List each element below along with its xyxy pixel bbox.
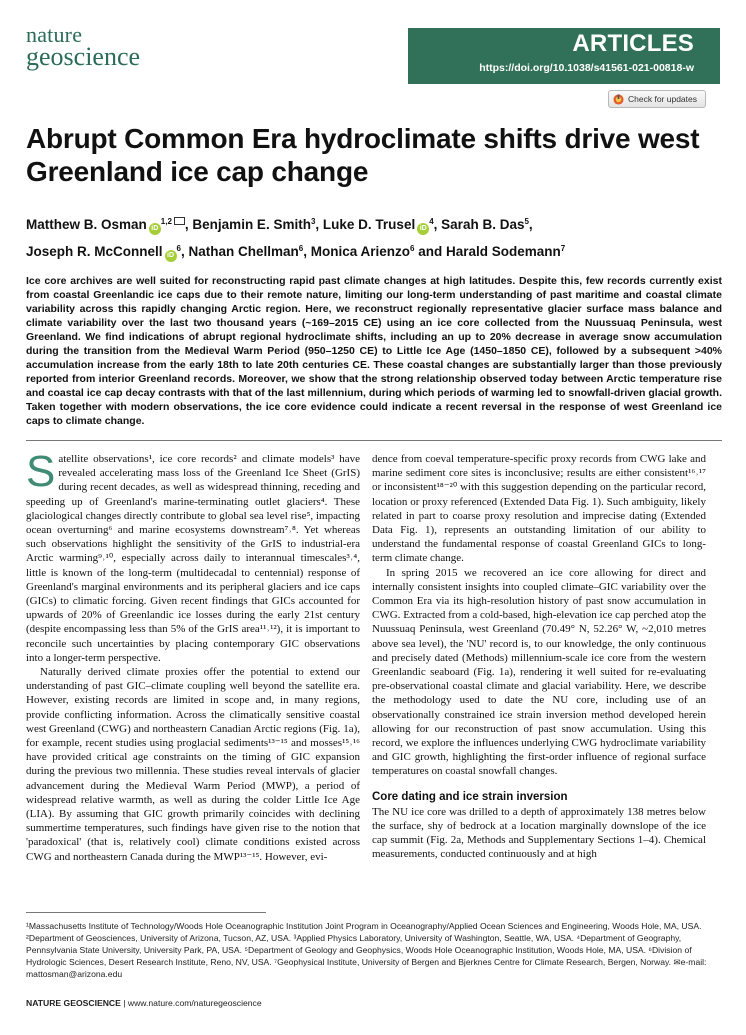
author-affiliation: 6 — [410, 244, 415, 253]
mail-icon[interactable] — [174, 217, 185, 225]
section-heading: Core dating and ice strain inversion — [372, 790, 568, 803]
author-affiliation: 6 — [298, 244, 304, 253]
body-paragraph: Naturally derived climate proxies offer the potential to extend our understanding of past GIC–climate coupling well beyond the satellite era. However, existing records are limited in scope and, in many regions, provide conflicting information. Across the climatically sensitive coastal west Greenland (CWG) and northeastern Canadian Arctic regions (Fig. 1a), for example, recent studies using proglacial sediments¹³⁻¹⁵ and mosses¹⁵˒¹⁶ have provided critical age constraints on the timing of GIC expansion during the previous two millennia. These studies reveal intervals of glacier advancement during the Medieval Warm Period (MWP), a period of widespread relative warmth, as well as during the colder Little Ice Age (LIA). By assuming that GIC growth primarily coincides with declining summertime temperatures, such findings have given rise to the notion that 'paradoxical' (that is, relatively cool) climate conditions existed across CWG and northeastern Canada during the MWP¹³⁻¹⁵. However, evi- — [26, 666, 360, 863]
check-for-updates-label: Check for updates — [628, 94, 697, 104]
author-affiliation: 1,2 — [160, 217, 172, 226]
body-paragraph: In spring 2015 we recovered an ice core allowing for direct and internally consistent insights into coupled climate–GIC variability over the Common Era via its high-resolution history of past snow accumulation in CWG. Extracted from a cold-based, high-elevation ice cap perched atop the Nuussuaq Peninsula, west Greenland (70.49° N, 52.26° W, ~2,010 metres above sea level), the 'NU' record is, to our knowledge, the only continuous and precisely dated (Methods) millennium-scale ice core from the western Greenlandic seaboard (Fig. 1a), rendering it well suited for re-evaluating pre-observational coastal climate and glacial variability. Here, we describe the methodology used to date the NU core, including use of an observationally constrained ice strain inversion method developed herein allowing for our reconstruction of past snow accumulation. Using this record, we explore the influences underlying CWG hydroclimate variability and GIC growth, highlighting the first-order influence of regional surface temperatures on coastal snowfall changes. — [372, 566, 706, 778]
author-affiliation: 5 — [524, 217, 529, 226]
author-name: Nathan Chellman — [188, 244, 299, 259]
orcid-icon[interactable]: iD — [149, 223, 161, 235]
author-list: Matthew B. Osman iD$^{1,2}$ , Benjamin E. Smith$^3$, Luke D. Trusel $iD^4$, Sarah B. Das$^5$, Joseph R. McConnell $iD^6$, Nathan Chellman$^6$, Monica Arienzo$^6$ and Harald Sodemann$^7$ — [26, 210, 716, 264]
abstract-divider — [26, 440, 722, 441]
check-for-updates-button[interactable] — [608, 90, 706, 108]
journal-logo — [26, 24, 140, 70]
author-name: Benjamin E. Smith — [192, 217, 311, 232]
author-affiliation: 4 — [429, 217, 434, 226]
article-type-banner — [408, 28, 720, 84]
orcid-icon[interactable]: iD — [417, 223, 429, 235]
author-name: Matthew B. Osman — [26, 217, 147, 232]
body-column-left — [26, 447, 360, 864]
author-name: Harald Sodemann — [445, 244, 561, 259]
journal-name-line2: geoscience — [26, 42, 141, 71]
doi-link[interactable]: https://doi.org/10.1038/s41561-021-00818-w — [479, 62, 694, 74]
body-column-right — [372, 452, 706, 862]
page-footer — [26, 998, 262, 1008]
abstract — [26, 274, 722, 428]
body-paragraph: dence from coeval temperature-specific proxy records from CWG lake and marine sediment core sites is inconclusive; results are either consistent¹⁶˒¹⁷ or inconsistent¹⁸⁻²⁰ with this suggestion depending on the particular record, location or proxy referenced (Extended Data Fig. 1). Such ambiguity, likely related in part to coarse proxy resolution and imprecise dating (Extended Data Fig. 1), represents an outstanding limitation of our ability to understand the fundamental response of coastal Greenland GICs to long-term climate change. — [372, 453, 706, 565]
author-affiliation: 6 — [176, 244, 181, 253]
footnote-divider — [26, 912, 266, 913]
orcid-icon[interactable]: iD — [165, 250, 177, 262]
author-name: Monica Arienzo — [310, 244, 411, 259]
affiliations-footnote: ¹Massachusetts Institute of Technology/Woods Hole Oceanographic Institution Joint Program in Oceanography/Applied Ocean Sciences and Engineering, Woods Hole, MA, USA. ²Department of Geosciences, University of Arizona, Tucson, AZ, USA. ³Applied Physics Laboratory, University of Washington, Seattle, WA, USA. ⁴Department of Geography, Pennsylvania State University, University Park, PA, USA. ⁵Department of Geology and Geophysics, Woods Hole Oceanographic Institution, Woods Hole, MA, USA. ⁶Division of Hydrologic Sciences, Desert Research Institute, Reno, NV, USA. ⁷Geophysical Institute, University of Bergen and Bjerknes Centre for Climate Research, Bergen, Norway. ✉e-mail: mattosman@arizona.edu — [26, 921, 707, 979]
footer-url[interactable]: | www.nature.com/naturegeoscience — [120, 998, 262, 1008]
author-name: Sarah B. Das — [441, 217, 525, 232]
author-name: Joseph R. McConnell — [26, 244, 163, 259]
abstract-text: Ice core archives are well suited for reconstructing rapid past climate changes at high latitudes. Despite this, few records currently exist from coastal Greenlandic ice caps due to their remote nature, limiting our long-term understanding of past maritime and coastal climate variability across this rapidly changing Arctic region. Here, we reconstruct regionally representative glacier surface mass balance and climate variability over the last two thousand years (~169–2015 CE) using an ice core collected from the Nuussuaq Peninsula, west Greenland. We find indications of abrupt regional hydroclimate shifts, including an up to 20% decrease in average snow accumulation during the transition from the Medieval Warm Period (950–1250 CE) to Little Ice Age (1450–1850 CE), followed by a subsequent >40% accumulation increase from the early 18th to late 20th centuries CE. These coastal changes are substantially larger than those previously reported from interior Greenland records. Moreover, we show that the strong relationship observed today between Arctic temperature rise and coastal ice cap decay contrasts with that of the last millennium, during which periods of warming led to snowfall-driven glacial growth. Taken together with modern observations, the ice core evidence could indicate a recent reversal in the response of west Greenland ice caps to climate change. — [26, 275, 722, 427]
article-type-label: ARTICLES — [572, 30, 694, 57]
article-title: Abrupt Common Era hydroclimate shifts drive west Greenland ice cap change — [26, 123, 700, 187]
footer-journal: NATURE GEOSCIENCE — [26, 998, 121, 1008]
author-affiliation: 7 — [560, 244, 566, 253]
body-paragraph: The NU ice core was drilled to a depth of approximately 138 metres below the surface, shy of bedrock at a location marginally downslope of the ice cap summit (Fig. 2a, Methods and Supplementary Sections 1–4). Chemical measurements, conducted continuously and at high — [372, 805, 706, 861]
journal-name-line1: nature — [26, 22, 83, 47]
paragraph-text: atellite observations¹, ice core records² and climate models³ have revealed accelerating mass loss of the Greenland Ice Sheet (GrIS) during recent decades, as well as widespread thinning, receding and speeding up of Greenland's marine-terminating outlet glaciers⁴. These glaciological changes directly contribute to global sea level rise⁵, impacting ocean overturning⁶ and marine ecosystems downstream⁷˒⁸. Yet whereas such observations highlight the sensitivity of the GrIS to industrial-era Arctic warming⁹˒¹⁰, especially across daily to interannual timescales³˒⁴, little is known of the long-term (multidecadal to centennial) response of Greenland's marginal environments and its peripheral glaciers and ice caps (GICs) to climatic forcing. Given recent findings that GICs accounted for upwards of 20% of Greenlandic ice losses during the early 21st century (despite encompassing less than 5% of the GrIS area¹¹˒¹²), it is important to reconcile such uncertainties by placing contemporary GIC observations into a longer-term perspective. — [26, 453, 360, 664]
author-name: Luke D. Trusel — [322, 217, 416, 232]
body-paragraph — [26, 447, 360, 665]
crossmark-icon — [613, 94, 624, 105]
drop-cap: S — [26, 447, 56, 496]
author-affiliation: 3 — [310, 217, 316, 226]
